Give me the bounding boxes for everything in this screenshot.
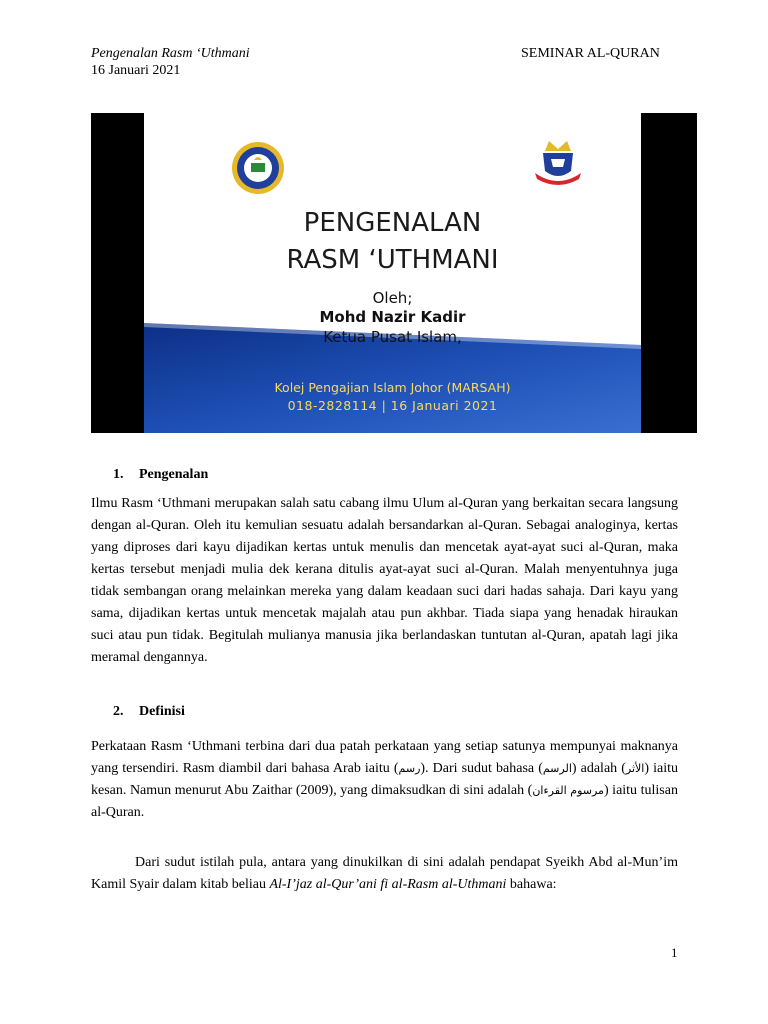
document-date: 16 Januari 2021	[91, 63, 181, 78]
page-header-left	[91, 45, 250, 79]
slide-author: Mohd Nazir Kadir	[319, 308, 466, 326]
section-heading-definisi	[113, 703, 185, 721]
book-title: Al-I’jaz al-Qur’ani fi al-Rasm al-Uthmani	[269, 877, 507, 892]
slide-by-label: Oleh;	[372, 289, 413, 307]
seminar-label: SEMINAR AL-QURAN	[521, 46, 660, 61]
slide-title-line-2: RASM ‘UTHMANI	[286, 245, 499, 275]
slide-institution: Kolej Pengajian Islam Johor (MARSAH)	[274, 380, 511, 395]
text-run: bahawa:	[506, 877, 557, 892]
slide-author-position: Ketua Pusat Islam,	[323, 328, 462, 346]
slide-content	[144, 113, 641, 433]
paragraph-pengenalan: Ilmu Rasm ‘Uthmani merupakan salah satu cabang ilmu Ulum al-Quran yang berkaitan secara langsung dengan al-Quran. Oleh itu kemulian sesuatu adalah bersandarkan al-Quran. Sebagai analoginya, kertas yang diproses dari kayu dijadikan kertas untuk menulis dan mencetak ayat-ayat suci al-Quran, maka kertas tersebut menjadi mulia dek kerana ditulis ayat-ayat suci al-Quran. Malah menyentuhnya juga tidak sembangan orang melainkan mereka yang dalam keadaan suci dari hadas sahaja. Dari kayu yang sama, dijadikan kertas untuk mencetak majalah atau pun akhbar. Tiada siapa yang henadak hiraukan suci atau pun tidak. Begitulah mulianya manusia jika berlandaskan tuntutan al-Quran, apatah lagi jika meramal dengannya.	[91, 496, 678, 665]
document-title: Pengenalan Rasm ‘Uthmani	[91, 46, 250, 61]
arabic-term: رسم	[398, 762, 421, 775]
arabic-term: الرسم	[542, 762, 572, 775]
page-number: 1	[671, 945, 678, 960]
college-emblem-icon	[230, 139, 286, 197]
section-heading-pengenalan	[113, 466, 208, 484]
text-run: Dari sudut istilah pula, antara yang dinukilkan di sini adalah pendapat Syeikh Abd al-Mun’im Kamil Syair dalam kitab beliau	[91, 855, 678, 892]
text-run: ) adalah (	[571, 761, 626, 776]
paragraph-definisi-1	[91, 736, 678, 824]
section-title: Definisi	[139, 704, 185, 719]
slide-contact: 018-2828114 | 16 Januari 2021	[287, 398, 498, 413]
text-run: Perkataan Rasm ‘Uthmani terbina dari dua patah perkataan yang setiap satunya mempunyai maknanya yang tersendiri. Rasm diambil dari bahasa Arab iaitu (	[91, 739, 678, 776]
crest-emblem-icon	[533, 137, 583, 189]
paragraph-definisi-2	[91, 852, 678, 896]
slide-title-line-1: PENGENALAN	[303, 208, 482, 238]
section-number: 1.	[113, 467, 124, 482]
text-run: ). Dari sudut bahasa (	[420, 761, 543, 776]
section-number: 2.	[113, 704, 124, 719]
text-run: ) iaitu tulisan al-Quran.	[91, 783, 678, 820]
section-title: Pengenalan	[139, 467, 209, 482]
arabic-term: مرسوم القرءان	[532, 784, 604, 797]
arabic-term: الأثر	[625, 762, 645, 775]
text-run: ) iaitu kesan. Namun menurut Abu Zaithar (2009), yang dimaksudkan di sini adalah (	[91, 761, 679, 798]
presentation-slide-image	[91, 113, 697, 433]
